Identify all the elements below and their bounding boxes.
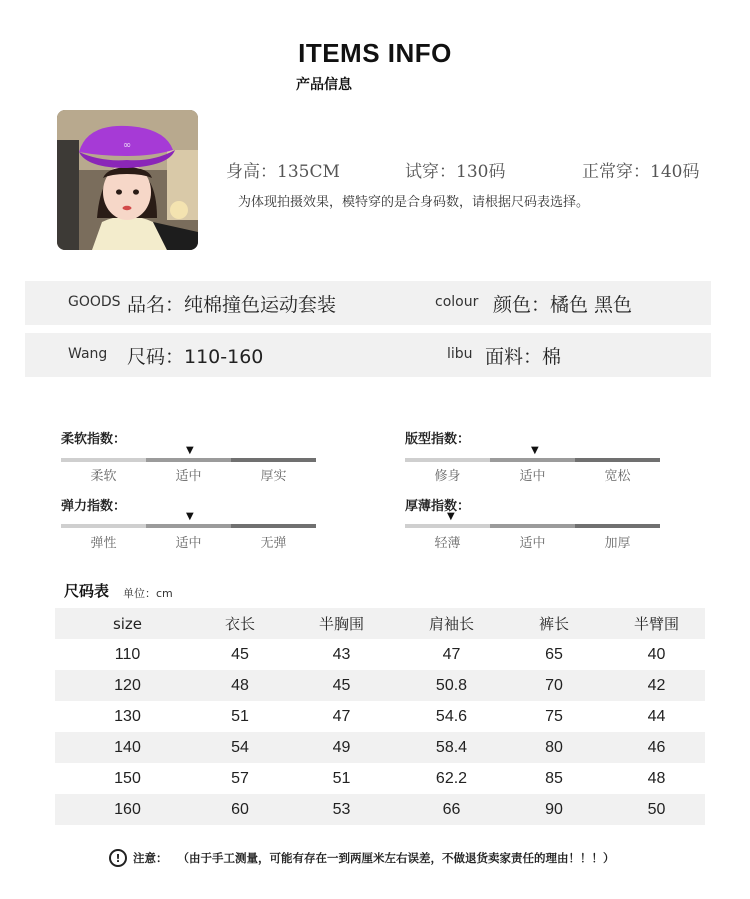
notice-text: （由于手工测量，可能有存在一到两厘米左右误差，不做退货卖家责任的理由！！！） <box>177 851 615 865</box>
size-table <box>55 608 705 825</box>
model-height: 身高：135CM <box>226 162 340 182</box>
column-header: 半臂围 <box>633 615 679 633</box>
table-cell: 42 <box>647 676 666 694</box>
info-row-size <box>25 333 711 377</box>
fit-scale-bar <box>405 458 660 462</box>
table-row <box>55 794 705 825</box>
size-chart-unit: 单位：cm <box>123 587 173 600</box>
table-cell: 54 <box>231 738 249 756</box>
table-cell: 50 <box>647 800 666 818</box>
colour-label: colour <box>435 294 479 310</box>
column-header: 裤长 <box>538 615 569 633</box>
softness-label-thick: 厚实 <box>260 469 287 484</box>
fit-label-medium: 适中 <box>519 469 546 484</box>
elasticity-label-medium: 适中 <box>175 536 202 551</box>
elasticity-indicator-arrow: ▼ <box>186 511 194 522</box>
page-subtitle: 产品信息 <box>296 77 352 93</box>
softness-label-soft: 柔软 <box>90 469 117 484</box>
table-cell: 85 <box>545 769 563 787</box>
product-size-range: 尺码：110-160 <box>127 346 264 368</box>
table-row <box>55 670 705 701</box>
photo-note: 为体现拍摄效果，模特穿的是合身码数，请根据尺码表选择。 <box>238 195 590 210</box>
fit-indicator-arrow: ▼ <box>531 445 539 456</box>
product-name: 品名：纯棉撞色运动套装 <box>127 294 337 316</box>
thickness-label-thin: 轻薄 <box>434 536 461 551</box>
fit-index-title: 版型指数： <box>405 432 471 447</box>
table-cell: 51 <box>231 707 249 725</box>
thickness-label-thick: 加厚 <box>604 536 631 551</box>
product-colour: 颜色：橘色 黑色 <box>493 294 633 316</box>
table-cell: 48 <box>647 769 666 787</box>
thickness-indicator-arrow: ▼ <box>447 511 455 522</box>
product-fabric: 面料：棉 <box>485 346 562 368</box>
table-row <box>55 639 705 670</box>
table-cell: 49 <box>332 738 351 756</box>
table-cell: 75 <box>545 707 563 725</box>
table-cell: 58.4 <box>435 738 468 756</box>
table-cell: 70 <box>545 676 563 694</box>
table-cell: 60 <box>231 800 249 818</box>
model-normal-size: 正常穿：140码 <box>582 162 700 182</box>
elasticity-label-none: 无弹 <box>260 536 287 551</box>
libu-label: libu <box>447 346 473 362</box>
elasticity-scale-labels <box>61 532 316 551</box>
table-row <box>55 763 705 794</box>
thickness-index-title: 厚薄指数： <box>405 499 471 514</box>
table-cell: 65 <box>545 645 563 663</box>
thickness-label-medium: 适中 <box>519 536 546 551</box>
thickness-scale-bar <box>405 524 660 528</box>
table-cell: 150 <box>114 769 141 787</box>
model-trial-size: 试穿：130码 <box>405 162 506 182</box>
table-cell: 45 <box>332 676 351 694</box>
elasticity-index-title: 弹力指数： <box>61 499 127 514</box>
thickness-scale-labels <box>405 532 660 551</box>
table-cell: 62.2 <box>435 769 468 787</box>
table-cell: 45 <box>231 645 249 663</box>
table-cell: 130 <box>114 707 141 725</box>
table-cell: 48 <box>231 676 249 694</box>
table-cell: 80 <box>545 738 563 756</box>
table-cell: 47 <box>332 707 351 725</box>
table-cell: 160 <box>114 800 141 818</box>
table-cell: 47 <box>442 645 461 663</box>
table-row <box>55 701 705 732</box>
table-cell: 43 <box>332 645 351 663</box>
table-cell: 54.6 <box>435 707 468 725</box>
table-cell: 46 <box>647 738 666 756</box>
svg-text:∞: ∞ <box>122 140 132 151</box>
table-cell: 44 <box>647 707 666 725</box>
column-header: 衣长 <box>224 615 255 633</box>
table-cell: 66 <box>442 800 461 818</box>
softness-scale-labels <box>61 465 316 484</box>
size-chart-title: 尺码表 <box>64 582 110 600</box>
softness-label-medium: 适中 <box>175 469 202 484</box>
measurement-notice <box>109 849 615 867</box>
softness-scale-bar <box>61 458 316 462</box>
table-cell: 57 <box>231 769 249 787</box>
table-cell: 40 <box>647 645 666 663</box>
table-cell: 110 <box>114 645 141 663</box>
table-cell: 120 <box>114 676 141 694</box>
table-header-row <box>55 608 705 639</box>
notice-label: 注意： <box>133 851 168 865</box>
column-header: size <box>112 614 143 633</box>
softness-indicator-arrow: ▼ <box>186 445 194 456</box>
goods-label: GOODS <box>68 294 121 310</box>
table-cell: 50.8 <box>435 676 468 694</box>
table-cell: 53 <box>332 800 351 818</box>
wang-label: Wang <box>68 346 108 362</box>
column-header: 半胸围 <box>318 615 364 633</box>
softness-index-title: 柔软指数： <box>61 432 127 447</box>
page-title: ITEMS INFO <box>298 38 452 68</box>
model-photo <box>57 110 198 250</box>
table-cell: 51 <box>332 769 351 787</box>
table-cell: 140 <box>114 738 141 756</box>
table-cell: 90 <box>545 800 563 818</box>
elasticity-label-elastic: 弹性 <box>90 536 117 551</box>
fit-label-loose: 宽松 <box>604 469 631 484</box>
elasticity-scale-bar <box>61 524 316 528</box>
fit-label-slim: 修身 <box>434 469 461 484</box>
info-row-goods <box>25 281 711 325</box>
exclamation-circle-icon: ! <box>109 849 127 867</box>
fit-scale-labels <box>405 465 660 484</box>
column-header: 肩袖长 <box>428 615 474 633</box>
table-row <box>55 732 705 763</box>
